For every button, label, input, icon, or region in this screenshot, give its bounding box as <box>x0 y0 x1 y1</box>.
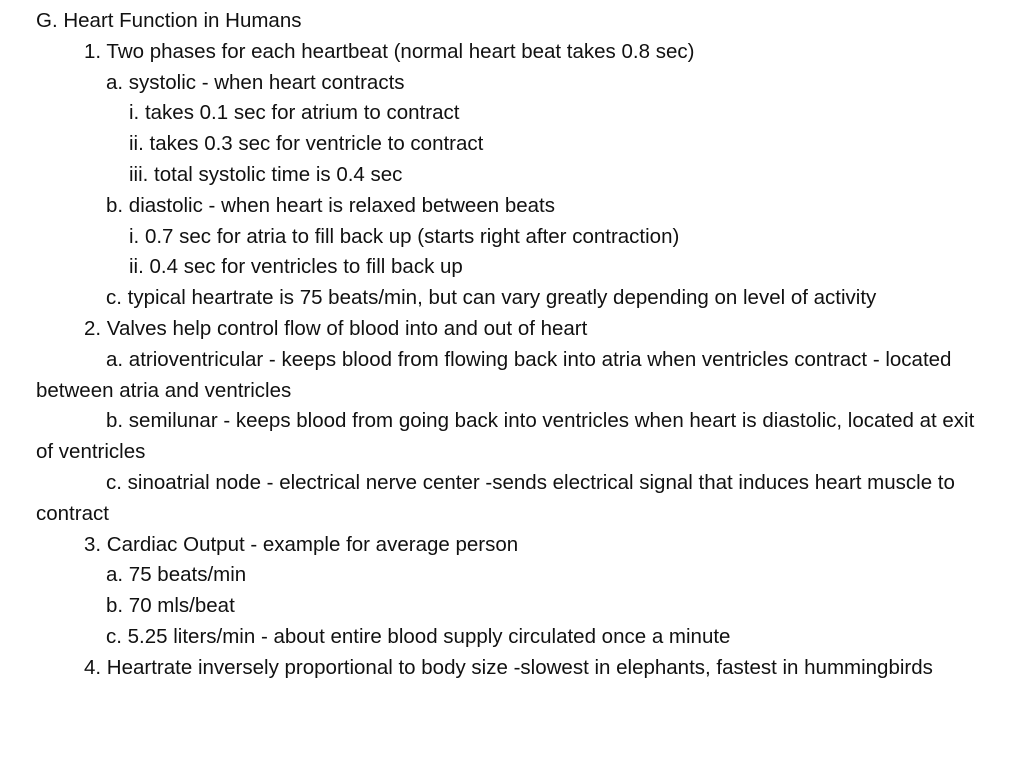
outline-item-1a: a. systolic - when heart contracts <box>106 70 405 94</box>
outline-item-4: 4. Heartrate inversely proportional to body size -slowest in elephants, fastest in hummingbirds <box>84 655 933 679</box>
outline-item-1: 1. Two phases for each heartbeat (normal heart beat takes 0.8 sec) <box>84 39 695 63</box>
outline-item-1b: b. diastolic - when heart is relaxed between beats <box>106 193 555 217</box>
outline-item-2c: c. sinoatrial node - electrical nerve center -sends electrical signal that induces heart muscle to contract <box>36 470 955 525</box>
outline-item-1c: c. typical heartrate is 75 beats/min, but can vary greatly depending on level of activity <box>106 286 877 310</box>
slide-content <box>36 6 996 684</box>
outline-item-3: 3. Cardiac Output - example for average person <box>84 532 519 556</box>
outline-item-1a-iii: iii. total systolic time is 0.4 sec <box>129 162 403 186</box>
outline-item-2: 2. Valves help control flow of blood into and out of heart <box>84 316 588 340</box>
outline-item-1b-ii: ii. 0.4 sec for ventricles to fill back up <box>129 255 463 279</box>
outline-item-3b: b. 70 mls/beat <box>106 594 235 618</box>
section-title: G. Heart Function in Humans <box>36 9 302 32</box>
outline-item-2b: b. semilunar - keeps blood from going back into ventricles when heart is diastolic, located at exit of ventricles <box>36 409 975 464</box>
outline-item-3a: a. 75 beats/min <box>106 563 247 587</box>
outline-item-1a-i: i. takes 0.1 sec for atrium to contract <box>129 101 460 125</box>
outline-item-3c: c. 5.25 liters/min - about entire blood supply circulated once a minute <box>106 624 731 648</box>
outline-item-1b-i: i. 0.7 sec for atria to fill back up (starts right after contraction) <box>129 224 680 248</box>
outline-item-2a: a. atrioventricular - keeps blood from flowing back into atria when ventricles contract - located between atria and ventricles <box>36 347 952 402</box>
outline-item-1a-ii: ii. takes 0.3 sec for ventricle to contract <box>129 132 484 156</box>
